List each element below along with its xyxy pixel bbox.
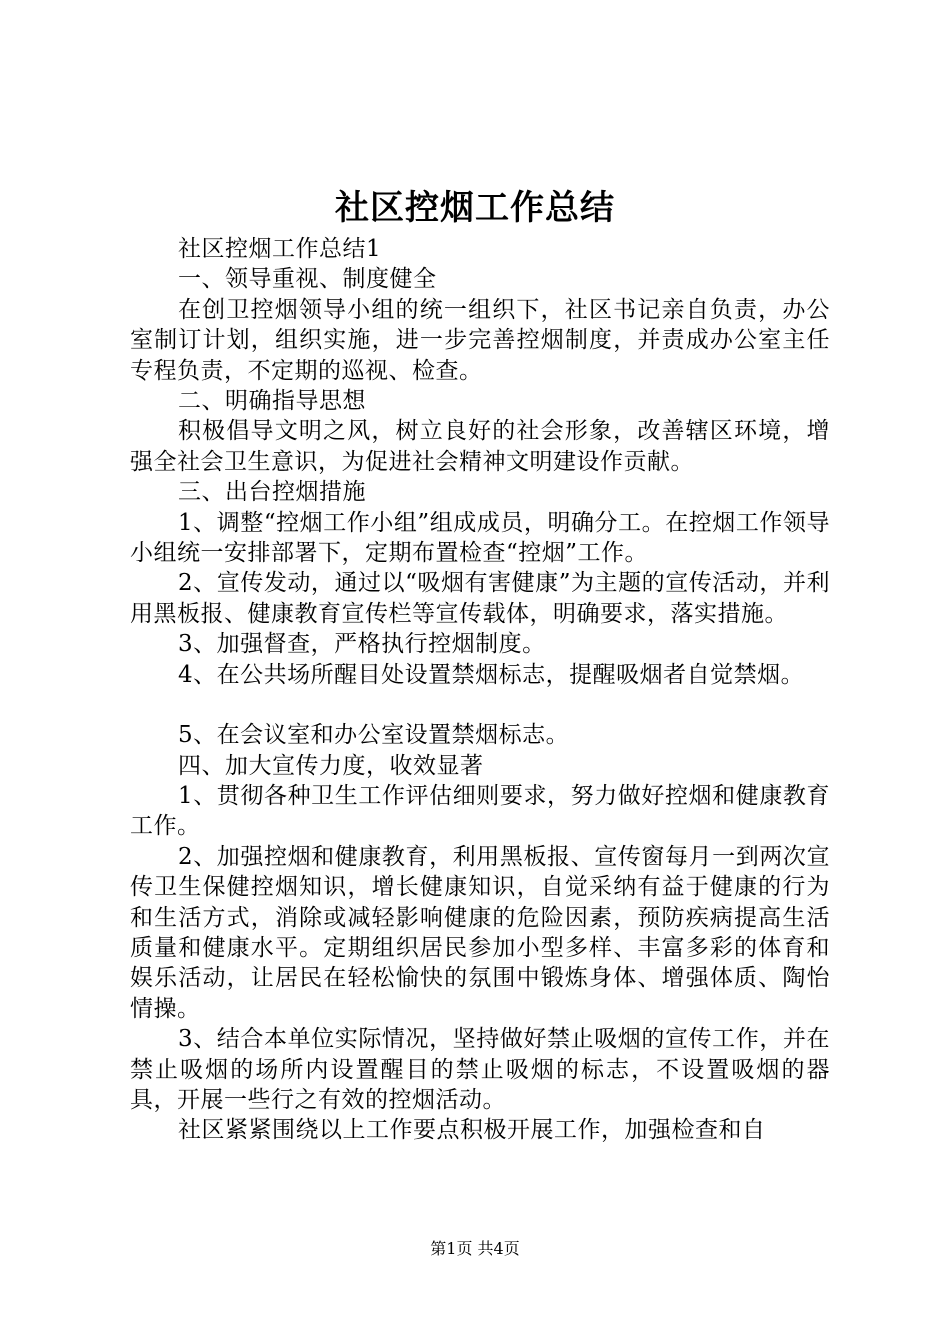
section-heading-4: 四、加大宣传力度，收效显著 <box>178 752 484 779</box>
paragraph-spacer <box>130 690 830 720</box>
section-heading-1: 一、领导重视、制度健全 <box>178 266 437 293</box>
list-item: 1、贯彻各种卫生工作评估细则要求，努力做好控烟和健康教育工作。 <box>130 782 830 840</box>
list-item: 4、在公共场所醒目处设置禁烟标志，提醒吸烟者自觉禁烟。 <box>178 661 805 688</box>
paragraph-subtitle: 社区控烟工作总结1 <box>178 236 382 262</box>
section-heading-3: 三、出台控烟措施 <box>178 479 366 506</box>
list-item: 5、在会议室和办公室设置禁烟标志。 <box>178 722 570 749</box>
list-item: 3、结合本单位实际情况，坚持做好禁止吸烟的宣传工作，并在禁止吸烟的场所内设置醒目的禁止吸烟的标志，不设置吸烟的器具，开展一些行之有效的控烟活动。 <box>130 1026 830 1113</box>
list-item: 2、宣传发动，通过以“吸烟有害健康”为主题的宣传活动，并利用黑板报、健康教育宣传栏等宣传载体，明确要求，落实措施。 <box>130 570 830 627</box>
list-item: 1、调整“控烟工作小组”组成成员，明确分工。在控烟工作领导小组统一安排部署下，定期布置检查“控烟”工作。 <box>130 509 830 567</box>
list-item: 3、加强督查，严格执行控烟制度。 <box>178 631 546 658</box>
page-footer: 第1页 共4页 <box>430 1239 520 1258</box>
document-body <box>130 234 830 1146</box>
list-item: 2、加强控烟和健康教育，利用黑板报、宣传窗每月一到两次宣传卫生保健控烟知识，增长健康知识，自觉采纳有益于健康的行为和生活方式，消除或减轻影响健康的危险因素，预防疾病提高生活质量和健康水平。定期组织居民参加小型多样、丰富多彩的体育和娱乐活动，让居民在轻松愉快的氛围中锻炼身体、增强体质、陶怡情操。 <box>130 843 830 1022</box>
section-heading-2: 二、明确指导思想 <box>178 388 366 415</box>
paragraph: 在创卫控烟领导小组的统一组织下，社区书记亲自负责，办公室制订计划，组织实施，进一步完善控烟制度，并责成办公室主任专程负责，不定期的巡视、检查。 <box>130 296 830 384</box>
paragraph: 积极倡导文明之风，树立良好的社会形象，改善辖区环境，增强全社会卫生意识，为促进社会精神文明建设作贡献。 <box>130 418 830 475</box>
document-title: 社区控烟工作总结 <box>335 188 615 228</box>
paragraph: 社区紧紧围绕以上工作要点积极开展工作，加强检查和自 <box>178 1117 766 1144</box>
